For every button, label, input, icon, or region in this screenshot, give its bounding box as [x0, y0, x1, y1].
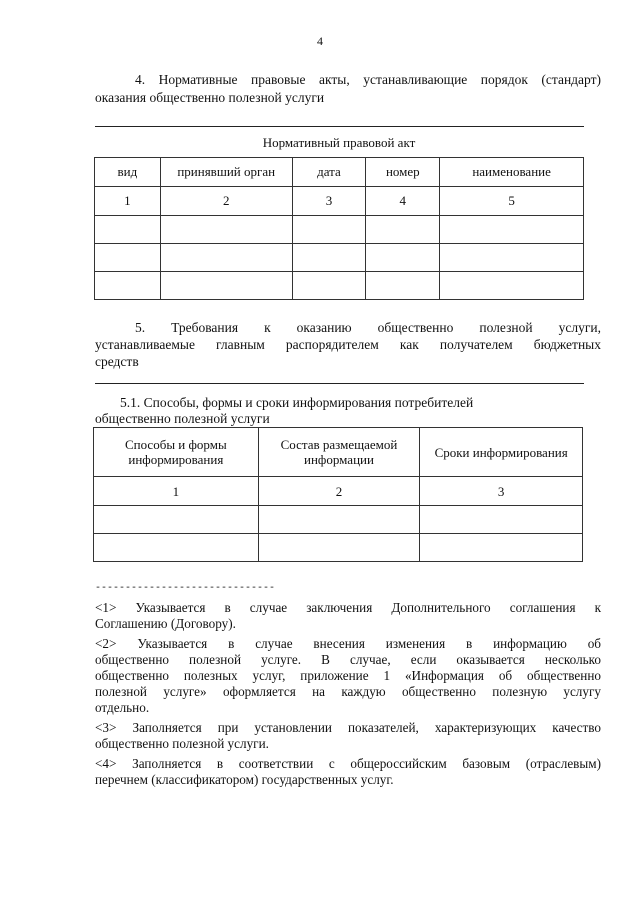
table1-header-row	[95, 157, 584, 186]
table1-header-cell: наименование	[440, 157, 584, 186]
footnote-4-line1: <4> Заполняется в соответствии с общероссийским базовым (отраслевым)	[95, 756, 601, 771]
section4-heading-line2: оказания общественно полезной услуги	[95, 90, 325, 105]
section51-heading-line1: 5.1. Способы, формы и сроки информирования потребителей	[120, 395, 474, 410]
footnote-separator: ------------------------------	[95, 583, 276, 594]
section5-underline	[95, 383, 584, 384]
footnote-3-line1: <3> Заполняется при установлении показателей, характеризующих качество	[95, 720, 601, 735]
page-number: 4	[317, 34, 323, 48]
section4-underline	[95, 126, 584, 127]
footnote-2-line1: <2> Указывается в случае внесения изменения в информацию об	[95, 636, 601, 651]
table2-number-cell: 3	[420, 477, 583, 506]
information-methods-table	[93, 427, 583, 562]
table-row	[95, 215, 584, 243]
table2-header-cell: Состав размещаемой информации	[258, 428, 420, 477]
table2-header-cell: Сроки информирования	[420, 428, 583, 477]
table-row	[94, 506, 583, 534]
table2-number-cell: 2	[258, 477, 420, 506]
table1-header-cell: дата	[292, 157, 366, 186]
section5-heading-line2: устанавливаемые главным распорядителем как получателем бюджетных	[95, 337, 601, 352]
section5-heading-line1: 5. Требования к оказанию общественно полезной услуги,	[135, 320, 601, 335]
table1-caption: Нормативный правовой акт	[95, 128, 584, 157]
table2-number-cell: 1	[94, 477, 259, 506]
footnote-2-line3: общественно полезных услуг, приложение 1 «Информация об общественно	[95, 668, 601, 683]
table2-header-cell: Способы и формы информирования	[94, 428, 259, 477]
table1-number-cell: 2	[160, 186, 292, 215]
footnote-2-line5: отдельно.	[95, 700, 150, 715]
footnote-1-line2: Соглашению (Договору).	[95, 616, 236, 631]
table1-number-cell: 3	[292, 186, 366, 215]
footnote-2-line2: общественно полезной услуге. В случае, если оказывается несколько	[95, 652, 601, 667]
footnote-4-line2: перечнем (классификатором) государственных услуг.	[95, 772, 394, 787]
table2-number-row	[94, 477, 583, 506]
footnote-3-line2: общественно полезной услуги.	[95, 736, 269, 751]
section5-heading-line3: средств	[95, 354, 139, 369]
table1-header-cell: номер	[366, 157, 440, 186]
section51-heading-line2: общественно полезной услуги	[95, 411, 270, 426]
table1-number-row	[95, 186, 584, 215]
table1-header-cell: вид	[95, 157, 161, 186]
section4-heading-line1: 4. Нормативные правовые акты, устанавливающие порядок (стандарт)	[135, 72, 601, 87]
legal-acts-table	[94, 128, 584, 300]
table2-header-row	[94, 428, 583, 477]
table-row	[94, 534, 583, 562]
table1-number-cell: 4	[366, 186, 440, 215]
table1-number-cell: 1	[95, 186, 161, 215]
table-row	[95, 243, 584, 271]
table1-number-cell: 5	[440, 186, 584, 215]
footnote-2-line4: полезной услуге» оформляется на каждую общественно полезную услугу	[95, 684, 601, 699]
table1-header-cell: принявший орган	[160, 157, 292, 186]
footnote-1-line1: <1> Указывается в случае заключения Дополнительного соглашения к	[95, 600, 601, 615]
table-row	[95, 271, 584, 299]
